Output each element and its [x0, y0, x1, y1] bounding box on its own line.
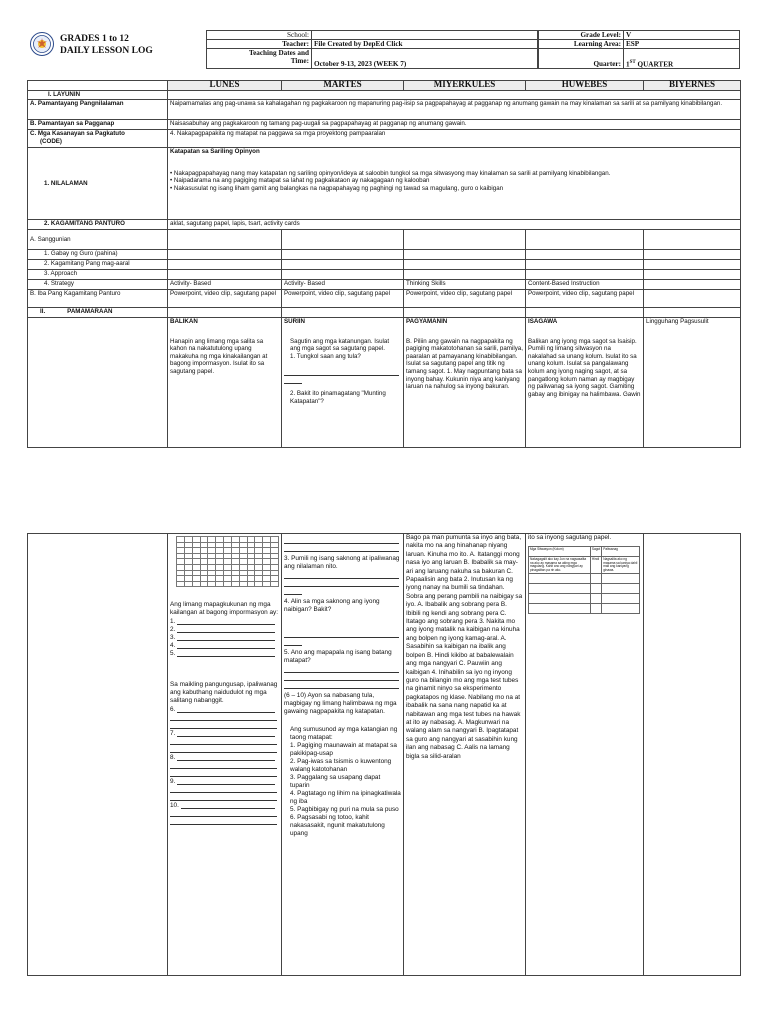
martes-instruction: Sagutin ang mga katanungan. Isulat ang mga sagot sa sagutang papel.: [290, 337, 390, 353]
huwebes-instruction: Balikan ang iyong mga sagot sa Isaisip. Pumili ng limang sitwasyon na nakalahad sa unang kolum. Isulat ito sa unang kolum. Isulat sa pangalawang kolum ang iyong naging sagot, at sa pangatlong kolum naman ay magbigay ng paliwanag sa iyong sagot. Gamiting gabay ang ibinigay na halimbawa. Gawin: [528, 337, 641, 398]
iba-miyerkules: Powerpoint, video clip, sagutang papel: [404, 290, 526, 308]
kagamitang-panturo-text: aklat, sagutang papel, lapis, tsart, activity cards: [168, 220, 741, 230]
strategy-label: 4. Strategy: [28, 280, 168, 290]
mini-table-cell[interactable]: [590, 584, 601, 594]
word-search-grid: [176, 536, 279, 587]
lunes-answer-list-2: [170, 705, 279, 825]
teacher-label: Teacher:: [207, 40, 312, 49]
pamamaraan-text: PAMAMARAAN: [67, 308, 113, 315]
answer-row: [170, 801, 279, 809]
pamantayang-pangnilalaman-label: A. Pamantayang Pangnilalaman: [28, 100, 168, 120]
answer-line[interactable]: [170, 809, 277, 817]
martes-phase-cell: [282, 318, 404, 448]
mini-table-cell: Nagsalita ako ng masama sa kaniya dahil mali ang kaniyang ginawa.: [602, 557, 640, 574]
answer-number: 1.: [170, 617, 176, 625]
answer-line[interactable]: [177, 650, 275, 657]
cell-blank: [526, 260, 644, 270]
martes-continued-cell: [282, 534, 404, 976]
cell-blank: [404, 260, 526, 270]
lesson-log-table-continued: [27, 533, 741, 976]
isagawa-title: ISAGAWA: [528, 318, 558, 325]
cell-blank: [404, 308, 526, 318]
cell-blank: [168, 260, 282, 270]
title-line-2: DAILY LESSON LOG: [60, 46, 153, 56]
lunes-instruction: Hanapin ang limang mga salita sa kahon na nakatutulong upang makakuha ng mga kinakailangan at bagong impormasyon. Isulat ito sa sagutang papel.: [170, 337, 268, 375]
lunes-answer-list-1: [170, 617, 279, 657]
answer-line[interactable]: [284, 544, 399, 552]
quarter-suffix: ST: [629, 59, 636, 65]
header-info-left: [206, 30, 538, 69]
cell-blank: [404, 230, 526, 250]
biyernes-phase-cell: [644, 318, 741, 448]
iba-lunes: Powerpoint, video clip, sagutang papel: [168, 290, 282, 308]
answer-line[interactable]: [181, 802, 275, 809]
answer-line[interactable]: [170, 769, 277, 777]
answer-line[interactable]: [177, 634, 275, 641]
answer-line[interactable]: [284, 579, 399, 587]
mini-table-cell[interactable]: [529, 594, 591, 604]
answer-line[interactable]: [170, 793, 277, 801]
mini-table-cell[interactable]: [590, 574, 601, 584]
strategy-biyernes: [644, 280, 741, 290]
miyerkules-phase-cell: [404, 318, 526, 448]
answer-line[interactable]: [177, 778, 275, 785]
day-biyernes: BIYERNES: [644, 81, 741, 91]
approach-label: 3. Approach: [28, 270, 168, 280]
huwebes-phase-cell: [526, 318, 644, 448]
answer-line[interactable]: [170, 817, 277, 825]
answer-line[interactable]: [284, 673, 399, 681]
puzzle-cell: [177, 581, 185, 587]
mini-table-header: Sagot: [590, 547, 601, 557]
puzzle-cell: [184, 581, 192, 587]
header-blank: [28, 81, 168, 91]
strategy-martes: Activity- Based: [282, 280, 404, 290]
miyerkules-continued-text: Bago pa man pumunta sa inyo ang bata, nakita mo na ang hinahanap niyang laruan. Kinuha mo ito. A. Itatanggi mong nasa iyo ang laruan B. Ibabalik sa may-ari ang laruang nakuha sa bakuran C. Papaalisin ang bata 2. Inutusan ka ng iyong nanay na bumili sa tindahan. Sobra ang perang pambili na naibigay sa iyo. A. Ibabalik ang sobrang pera B. Ibibili ng kendi ang sobrang pera C. Itatago ang sobrang pera 3. Nakita mo ang iyong matalik na kaibigan na kinuha ang bolpen ng iyong kamag-aral. A. Sasabihin sa kaibigan na ibalik ang bolpen B. Hindi kikibo at babalewalain ang mga nangyari C. Pauwiin ang kaibigan 4. Inihabilin sa iyo ng inyong guro na bilangin mo ang mga test tubes na ginamit ninyo sa eksperimento pagkatapos ng klase. Nabilang mo na at ibabalik na sana nang napatid ka at nabitawan ang mga test tubes na hawak at ito ay nabasag. A. Magkunwari na walang alam sa nangyari B. Ipagtatapat sa guro ang nangyari at sasabihin kung ilan ang nabasag C. Aalis na lamang bigla sa silid-aralan: [406, 534, 523, 760]
day-miyerkules: MIYERKULES: [404, 81, 526, 91]
martes-q2: 2. Bakit ito pinamagatang "Munting Katapatan"?: [290, 390, 386, 405]
cell-blank: [282, 260, 404, 270]
answer-line[interactable]: [284, 630, 399, 638]
puzzle-cell: [255, 581, 263, 587]
answer-row: [170, 641, 279, 649]
suriin-title: SURIIN: [284, 318, 305, 325]
mini-table-cell[interactable]: [602, 584, 640, 594]
cell-blank: [168, 270, 282, 280]
kasanayan-text: 4. Nakapagpapakita ng matapat na paggawa sa mga proyektong pampaaralan: [168, 130, 741, 148]
cell-blank: [644, 230, 741, 250]
answer-line[interactable]: [284, 665, 399, 673]
answer-line[interactable]: [177, 730, 275, 737]
day-lunes: LUNES: [168, 81, 282, 91]
answer-line[interactable]: [284, 587, 302, 595]
dates-value: October 9-13, 2023 (WEEK 7): [312, 49, 538, 69]
pagyamanin-title: PAGYAMANIN: [406, 318, 448, 325]
puzzle-cell: [231, 581, 239, 587]
martes-q1: 1. Tungkol saan ang tula?: [290, 352, 361, 360]
cell-blank: [282, 308, 404, 318]
answer-line[interactable]: [177, 642, 275, 649]
miyerkules-continued-cell: [404, 534, 526, 976]
dates-label-line2: Time:: [290, 57, 309, 65]
cell-blank: [644, 260, 741, 270]
layunin-blank: [168, 91, 741, 100]
iba-martes: Powerpoint, video clip, sagutang papel: [282, 290, 404, 308]
teacher-value: File Created by DepEd Click: [312, 40, 538, 49]
answer-row: [170, 753, 279, 761]
cell-blank: [644, 270, 741, 280]
answer-line[interactable]: [177, 706, 275, 713]
pamamaraan-label: [28, 308, 168, 318]
lunes-continued-cell: [168, 534, 282, 976]
cell-blank: [282, 230, 404, 250]
puzzle-cell: [200, 581, 208, 587]
puzzle-cell: [208, 581, 216, 587]
quarter-text: QUARTER: [635, 60, 674, 68]
mini-table-cell: Nakagagalit ako kay Jun na nagsasalita na ako ay masama sa aking mga magulang. Kahit ano ang nangyari ay pinagalitan pa rin ako.: [529, 557, 591, 574]
answer-line[interactable]: [170, 721, 277, 729]
answer-line[interactable]: [284, 638, 302, 646]
nilalaman-bullet-3: • Nakasusulat ng isang liham gamit ang balangkas na nagpapahayag ng paghingi ng tawad sa magulang, guro o kaibigan: [170, 184, 504, 192]
answer-number: 5.: [170, 649, 176, 657]
answer-line[interactable]: [170, 737, 277, 745]
katangian-item: 3. Paggalang sa usapang dapat tuparin: [290, 774, 381, 789]
page-1: [0, 0, 768, 480]
kasanayan-label-line2: (CODE): [40, 137, 62, 145]
answer-row: [170, 729, 279, 737]
answer-line[interactable]: [177, 626, 275, 633]
iba-huwebes: Powerpoint, video clip, sagutang papel: [526, 290, 644, 308]
katangian-item: 6. Pagsasabi ng totoo, kahit nakasasakit, ngunit makatutulong upang: [290, 814, 385, 837]
page-2: [0, 520, 768, 1024]
quarter-label: Quarter:: [539, 49, 624, 69]
mini-table-header: Mga Sitwasyon (Kolum): [529, 547, 591, 557]
answer-row: [170, 625, 279, 633]
answer-line[interactable]: [170, 761, 277, 769]
cell-blank: [526, 270, 644, 280]
nilalaman-content: [168, 148, 741, 220]
cell-blank: [282, 270, 404, 280]
answer-row: [170, 777, 279, 785]
cell-blank: [168, 250, 282, 260]
iba-biyernes: [644, 290, 741, 308]
answer-row: [170, 617, 279, 625]
martes-katangian-intro: Ang sumusunod ay mga katangian ng taong matapat:: [290, 726, 398, 741]
huwebes-continued-text: ito sa inyong sagutang papel.: [528, 534, 612, 541]
puzzle-cell: [239, 581, 247, 587]
answer-line[interactable]: [177, 618, 275, 625]
puzzle-cell: [224, 581, 232, 587]
answer-line[interactable]: [284, 376, 302, 384]
day-huwebes: HUWEBES: [526, 81, 644, 91]
cell-blank: [644, 250, 741, 260]
sanggunian-label: A. Sanggunian: [28, 230, 168, 250]
pamantayan-sa-pagganap-text: Naisasabuhay ang pagkakaroon ng tamang pag-uugali sa pagpapahayag at pagganap ng anumang gawain.: [168, 120, 741, 130]
lunes-prompt-1: Ang limang mapagkukunan ng mga kailangan at bagong impormasyon ay:: [170, 601, 278, 617]
grade-value: V: [624, 31, 740, 40]
mini-table-cell[interactable]: [590, 604, 601, 614]
strategy-lunes: Activity- Based: [168, 280, 282, 290]
area-label: Learning Area:: [539, 40, 624, 49]
puzzle-cell: [192, 581, 200, 587]
strategy-huwebes: Content-Based Instruction: [526, 280, 644, 290]
cell-blank: [168, 230, 282, 250]
mini-table-cell[interactable]: [529, 574, 591, 584]
answer-number: 4.: [170, 641, 176, 649]
answer-line[interactable]: [284, 536, 399, 544]
cell-blank: [644, 308, 741, 318]
cell-blank: [282, 250, 404, 260]
answer-row: [170, 705, 279, 713]
answer-number: 9.: [170, 777, 176, 785]
title-line-1: GRADES 1 to 12: [60, 34, 129, 44]
kasanayan-label: [28, 130, 168, 148]
mini-table-cell[interactable]: [602, 604, 640, 614]
martes-q3: 3. Pumili ng isang saknong at ipaliwanag ang nilalaman nito.: [284, 555, 400, 570]
school-label: School:: [207, 31, 312, 40]
answer-line[interactable]: [170, 713, 277, 721]
katangian-item: 2. Pag-iwas sa tsismis o kuwentong walang katotohanan: [290, 758, 392, 773]
answer-line[interactable]: [170, 785, 277, 793]
grade-label: Grade Level:: [539, 31, 624, 40]
phase-blank: [28, 318, 168, 448]
answer-number: 10.: [170, 801, 179, 809]
cell-blank: [404, 270, 526, 280]
lunes-phase-cell: [168, 318, 282, 448]
mini-table-cell[interactable]: [590, 594, 601, 604]
header-info-right: [538, 30, 740, 69]
miyerkules-instruction: B. Piliin ang gawain na nagpapakita ng pagiging makatotohanan sa sarili, pamilya, paaralan at pamayanang kinabibilangan. Isulat sa sagutang papel ang titik ng tamang sagot. 1. May nagpuntang bata sa inyong bahay. Kukunin niya ang kaniyang laruan na nahulog sa inyong bakuran.: [406, 337, 523, 391]
mini-table-cell[interactable]: [529, 584, 591, 594]
cell-blank: [526, 308, 644, 318]
nilalaman-title: Katapatan sa Sariling Opinyon: [170, 148, 260, 155]
strategy-miyerkules: Thinking Skills: [404, 280, 526, 290]
biyernes-continued-cell: [644, 534, 741, 976]
layunin-label: I. LAYUNIN: [28, 91, 168, 100]
answer-line[interactable]: [177, 754, 275, 761]
kagamitang-panturo-label: 2. KAGAMITANG PANTURO: [28, 220, 168, 230]
mini-table-cell: Hindi: [590, 557, 601, 574]
cell-blank: [526, 250, 644, 260]
day-martes: MARTES: [282, 81, 404, 91]
puzzle-cell: [271, 581, 279, 587]
martes-q6-10: (6 – 10) Ayon sa nabasang tula, magbigay ng limang halimbawa ng mga gawaing nagpapakita ng katapatan.: [284, 692, 397, 715]
cell-blank: [168, 308, 282, 318]
iba-pang-kagamitan-label: B. Iba Pang Kagamitang Panturo: [28, 290, 168, 308]
mini-table-cell[interactable]: [602, 574, 640, 584]
document-title: [60, 33, 153, 57]
puzzle-cell: [247, 581, 255, 587]
answer-line[interactable]: [284, 681, 399, 689]
nilalaman-bullet-1: • Nakapagpapahayag nang may katapatan ng sariling opinyon/ideya at saloobin tungkol sa mga sitwasyong may kinalaman sa sarili at pamilyang kinabibilangan.: [170, 169, 611, 177]
dates-label: [207, 49, 312, 69]
pamantayan-sa-pagganap-label: B. Pamantayan sa Pagganap: [28, 120, 168, 130]
answer-row: [170, 633, 279, 641]
pamantayang-pangnilalaman-text: Naipamamalas ang pag-unawa sa kahalagahan ng pagkakaroon ng mapanuring pag-iisip sa pagpapahayag at pagganap ng anumang gawain na may kinalaman sa sarili at sa pamilyang kinabibilangan.: [168, 100, 741, 120]
puzzle-cell: [263, 581, 271, 587]
answer-number: 7.: [170, 729, 176, 737]
area-value: ESP: [624, 40, 740, 49]
mini-table-cell[interactable]: [529, 604, 591, 614]
gabay-label: 1. Gabay ng Guro (pahina): [28, 250, 168, 260]
answer-row: [170, 649, 279, 657]
martes-katangian-list: [284, 742, 401, 838]
huwebes-example-table: [528, 546, 640, 614]
answer-number: 3.: [170, 633, 176, 641]
martes-q4: 4. Alin sa mga saknong ang iyong naibigan? Bakit?: [284, 598, 380, 613]
mini-table-header: Paliwanag: [602, 547, 640, 557]
kasanayan-label-line1: C. Mga Kasanayan sa Pagkatuto: [30, 130, 125, 137]
answer-line[interactable]: [284, 571, 399, 579]
deped-seal-icon: [30, 32, 54, 56]
mini-table-cell[interactable]: [602, 594, 640, 604]
lunes-prompt-2: Sa maikling pangungusap, ipaliwanag ang kabuthang naidudulot ng mga salitang nabanggit.: [170, 681, 278, 705]
puzzle-cell: [216, 581, 224, 587]
nilalaman-label: 1. NILALAMAN: [28, 148, 168, 220]
nilalaman-bullet-2: • Naipadarama na ang pagiging matapat sa lahat ng pagkakataon ay nakagagaan ng kalooban: [170, 177, 430, 185]
answer-line[interactable]: [284, 368, 399, 376]
quarter-value: [624, 49, 740, 69]
answer-number: 2.: [170, 625, 176, 633]
answer-line[interactable]: [170, 745, 277, 753]
continued-blank: [28, 534, 168, 976]
martes-q5: 5. Ano ang mapapala ng isang batang matapat?: [284, 649, 392, 664]
huwebes-continued-cell: [526, 534, 644, 976]
kagamitan-mag-aaral-label: 2. Kagamitang Pang mag-aaral: [28, 260, 168, 270]
lesson-log-table: [27, 80, 741, 448]
quarter-number: 1: [626, 60, 630, 68]
pamamaraan-number: II.: [40, 308, 46, 315]
katangian-item: 5. Pagbibigay ng puri na mula sa puso: [290, 806, 399, 813]
katangian-item: 1. Pagiging maunawain at matapat sa pakikipag-usap: [290, 742, 397, 757]
answer-number: 8.: [170, 753, 176, 761]
balikan-title: BALIKAN: [170, 318, 198, 325]
lingguhang-pagsusulit-title: Lingguhang Pagsusulit: [646, 318, 709, 325]
school-value: [312, 31, 538, 40]
katangian-item: 4. Pagtatago ng lihim na ipinagkatiwala ng iba: [290, 790, 401, 805]
cell-blank: [526, 230, 644, 250]
cell-blank: [404, 250, 526, 260]
dates-label-line1: Teaching Dates and: [248, 49, 309, 57]
answer-number: 6.: [170, 705, 176, 713]
